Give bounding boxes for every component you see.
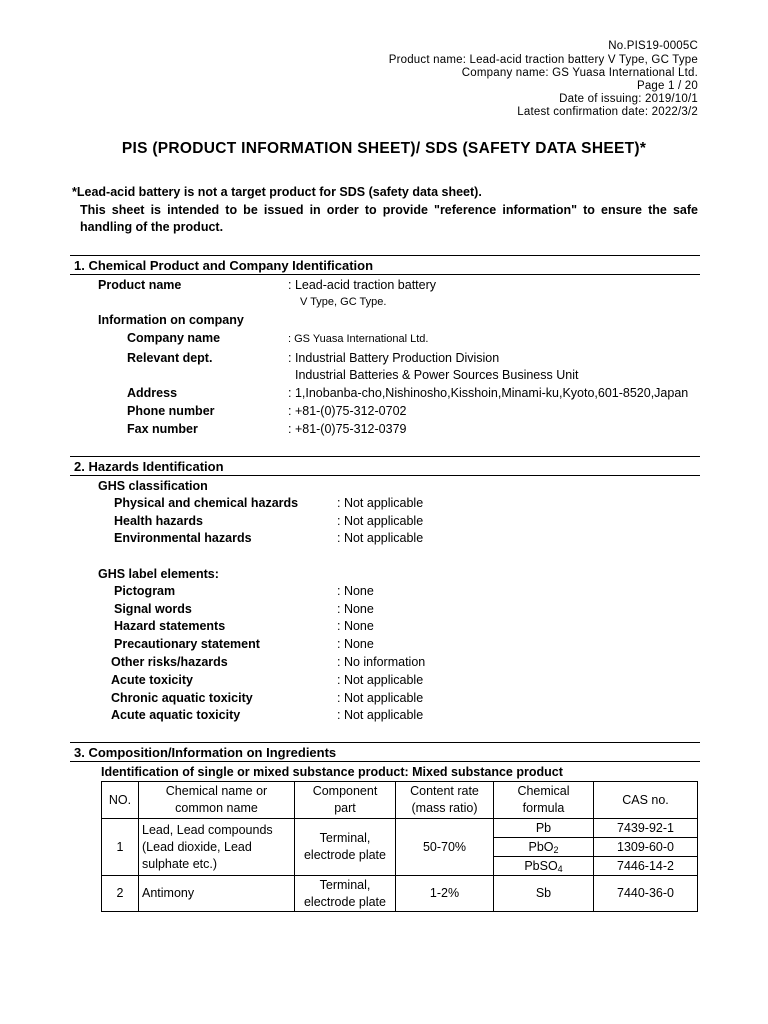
health-hazards-label: Health hazards xyxy=(114,514,203,528)
latest-confirmation-date: Latest confirmation date: 2022/3/2 xyxy=(517,106,698,118)
row1-cas-1: 7439-92-1 xyxy=(594,819,698,838)
row1-no: 1 xyxy=(102,819,139,876)
doc-number: No.PIS19-0005C xyxy=(608,40,698,52)
info-company-label: Information on company xyxy=(98,313,244,327)
table-header-row xyxy=(102,782,698,819)
row2-part-line2: electrode plate xyxy=(303,894,386,909)
precautionary-statement-value: : None xyxy=(337,637,374,651)
header-component-part-line1: Component xyxy=(312,784,378,798)
relevant-dept-value: : Industrial Battery Production Division xyxy=(288,351,500,365)
product-name-value: : Lead-acid traction battery xyxy=(288,278,436,292)
row2-formula: Sb xyxy=(494,876,594,912)
header-cas-no: CAS no. xyxy=(594,782,698,819)
row1-formula-3-base: PbSO xyxy=(524,858,558,873)
health-hazards-value: : Not applicable xyxy=(337,514,424,528)
phone-label: Phone number xyxy=(127,404,215,418)
address-label: Address xyxy=(127,386,178,400)
row2-cas: 7440-36-0 xyxy=(594,876,698,912)
row1-formula-1-base: Pb xyxy=(535,820,552,835)
row2-part-line1: Terminal, xyxy=(319,877,371,892)
page-number: Page 1 / 20 xyxy=(636,80,698,92)
row1-name-line3: sulphate etc.) xyxy=(142,856,218,871)
section-3-subheading: Identification of single or mixed substance product: Mixed substance product xyxy=(101,765,563,779)
product-name-types: V Type, GC Type. xyxy=(300,296,387,308)
row1-cas-3: 7446-14-2 xyxy=(594,857,698,876)
table-row xyxy=(102,819,698,838)
ghs-classification-label: GHS classification xyxy=(98,479,208,493)
row1-formula-2-base: PbO xyxy=(528,839,554,854)
row1-formula-3 xyxy=(494,857,594,876)
row1-formula-2-sub: 2 xyxy=(553,844,559,855)
row1-content-rate: 50-70% xyxy=(396,819,494,876)
acute-toxicity-value: : Not applicable xyxy=(337,673,424,687)
row1-chemical-name xyxy=(139,819,295,876)
other-risks-value: : No information xyxy=(337,655,426,669)
section-2-rule xyxy=(70,456,700,457)
signal-words-label: Signal words xyxy=(114,602,192,616)
ghs-label-elements: GHS label elements: xyxy=(98,567,219,581)
header-content-rate-line2: (mass ratio) xyxy=(411,801,478,815)
hazard-statements-value: : None xyxy=(337,619,374,633)
header-component-part-line2: part xyxy=(334,801,356,815)
section-1-underline xyxy=(70,274,700,275)
row1-cas-2: 1309-60-0 xyxy=(594,838,698,857)
row1-component-part xyxy=(295,819,396,876)
row1-part-line1: Terminal, xyxy=(319,831,371,845)
header-content-rate xyxy=(396,782,494,819)
page-title: PIS (PRODUCT INFORMATION SHEET)/ SDS (SAFETY DATA SHEET)* xyxy=(121,140,647,157)
section-3-heading: 3. Composition/Information on Ingredients xyxy=(74,745,337,760)
header-chemical-name-line2: common name xyxy=(175,801,258,815)
row2-component-part xyxy=(295,876,396,912)
environmental-hazards-value: : Not applicable xyxy=(337,531,424,545)
address-value: : 1,Inobanba-cho,Nishinosho,Kisshoin,Minami-ku,Kyoto,601-8520,Japan xyxy=(288,386,689,400)
fax-value: : +81-(0)75-312-0379 xyxy=(288,422,407,436)
chronic-aquatic-toxicity-value: : Not applicable xyxy=(337,691,424,705)
row1-part-line2: electrode plate xyxy=(303,848,386,862)
header-chemical-formula-line2: formula xyxy=(522,801,565,815)
environmental-hazards-label: Environmental hazards xyxy=(114,531,252,545)
section-3-underline xyxy=(70,761,700,762)
header-content-rate-line1: Content rate xyxy=(410,784,479,798)
signal-words-value: : None xyxy=(337,602,374,616)
note-line-2: This sheet is intended to be issued in order to provide "reference information" to ensure the safe handling of the product. xyxy=(80,203,698,234)
pictogram-value: : None xyxy=(337,584,374,598)
section-2-heading: 2. Hazards Identification xyxy=(74,459,224,474)
company-name-label: Company name xyxy=(127,331,221,345)
row1-name-line1: Lead, Lead compounds xyxy=(142,822,273,837)
header-no: NO. xyxy=(102,782,139,819)
note-line-1: *Lead-acid battery is not a target product for SDS (safety data sheet). xyxy=(72,185,482,199)
company-name-value: : GS Yuasa International Ltd. xyxy=(288,333,429,345)
section-2-underline xyxy=(70,475,700,476)
row1-formula-1 xyxy=(494,819,594,838)
header-product-name: Product name: Lead-acid traction battery V Type, GC Type xyxy=(388,54,698,66)
date-of-issuing: Date of issuing: 2019/10/1 xyxy=(559,93,698,105)
row1-formula-2 xyxy=(494,838,594,857)
composition-table xyxy=(101,781,698,912)
acute-aquatic-toxicity-value: : Not applicable xyxy=(337,708,424,722)
row1-name-line2: (Lead dioxide, Lead xyxy=(142,839,252,854)
row2-content-rate: 1-2% xyxy=(396,876,494,912)
header-company-name: Company name: GS Yuasa International Ltd. xyxy=(461,67,698,79)
row2-chemical-name: Antimony xyxy=(139,876,295,912)
physical-hazards-label: Physical and chemical hazards xyxy=(114,496,299,510)
header-chemical-formula-line1: Chemical xyxy=(517,784,570,798)
acute-aquatic-toxicity-label: Acute aquatic toxicity xyxy=(111,708,241,722)
table-row xyxy=(102,876,698,912)
pictogram-label: Pictogram xyxy=(114,584,176,598)
physical-hazards-value: : Not applicable xyxy=(337,496,424,510)
precautionary-statement-label: Precautionary statement xyxy=(114,637,260,651)
chronic-aquatic-toxicity-label: Chronic aquatic toxicity xyxy=(111,691,253,705)
row2-no: 2 xyxy=(102,876,139,912)
acute-toxicity-label: Acute toxicity xyxy=(111,673,193,687)
relevant-dept-value-2: Industrial Batteries & Power Sources Business Unit xyxy=(295,368,579,382)
section-3-rule xyxy=(70,742,700,743)
relevant-dept-label: Relevant dept. xyxy=(127,351,213,365)
header-component-part xyxy=(295,782,396,819)
phone-value: : +81-(0)75-312-0702 xyxy=(288,404,407,418)
header-chemical-name xyxy=(139,782,295,819)
section-1-rule xyxy=(70,255,700,256)
hazard-statements-label: Hazard statements xyxy=(114,619,226,633)
fax-label: Fax number xyxy=(127,422,198,436)
other-risks-label: Other risks/hazards xyxy=(111,655,228,669)
header-chemical-name-line1: Chemical name or xyxy=(165,784,268,798)
section-1-heading: 1. Chemical Product and Company Identification xyxy=(74,258,374,273)
row1-formula-3-sub: 4 xyxy=(557,863,563,874)
product-name-label: Product name xyxy=(98,278,182,292)
header-chemical-formula xyxy=(494,782,594,819)
